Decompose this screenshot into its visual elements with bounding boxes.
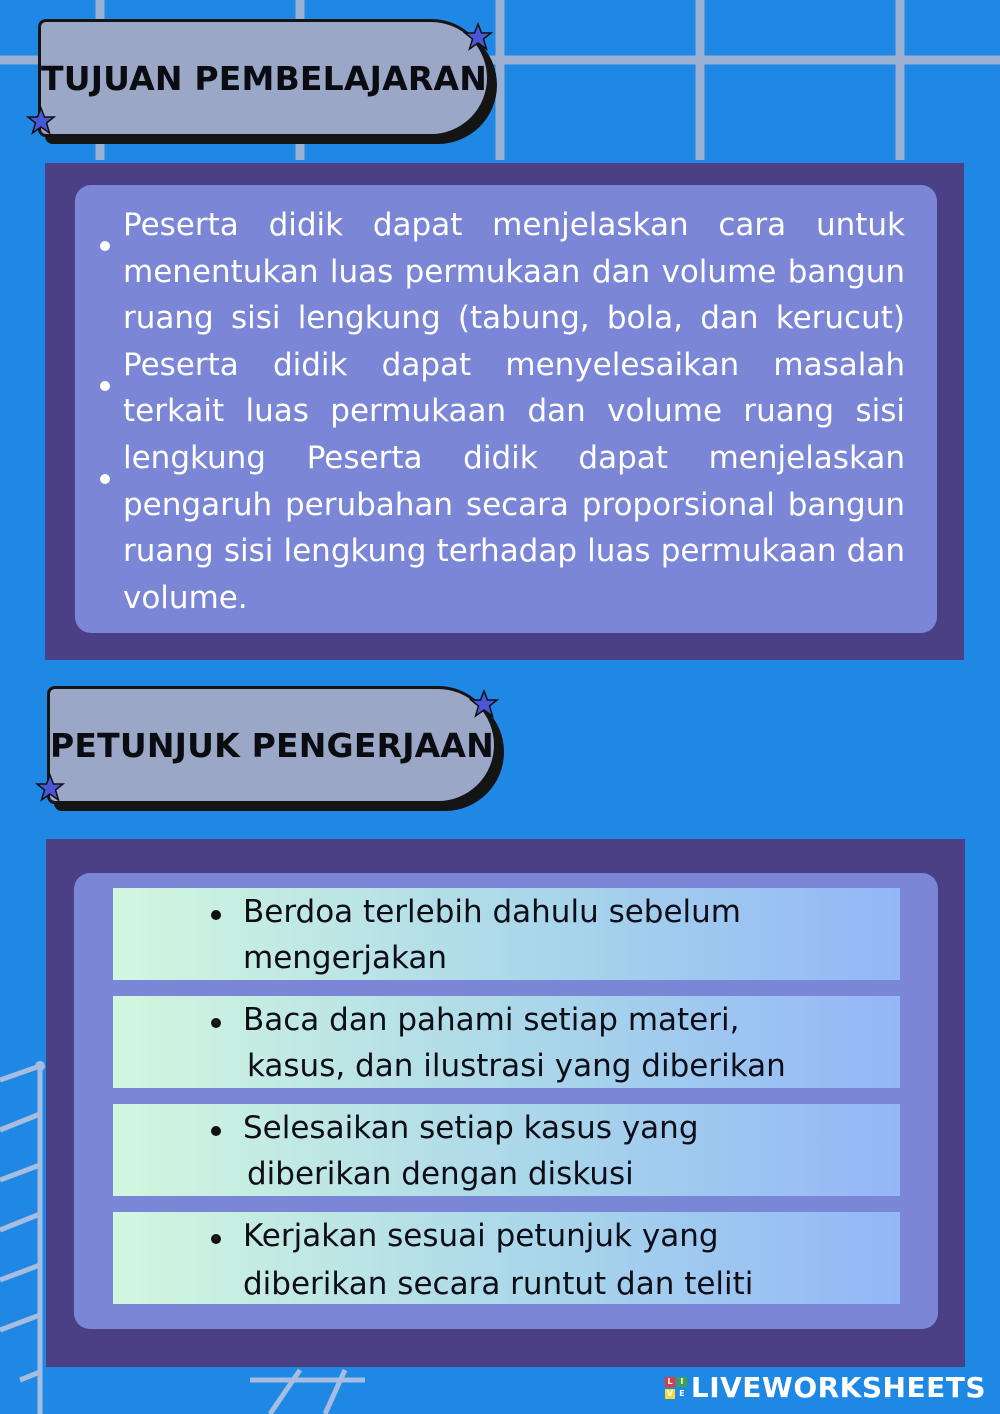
objective-bullet (100, 381, 110, 391)
instructions-header (47, 686, 497, 804)
instruction-line: Selesaikan setiap kasus yang (243, 1110, 699, 1146)
instruction-line: Baca dan pahami setiap materi, (243, 1002, 740, 1038)
instruction-bullet (211, 1126, 221, 1136)
instruction-line: mengerjakan (243, 940, 448, 976)
instruction-item (113, 1212, 900, 1304)
star-icon (463, 22, 493, 52)
instruction-line: diberikan secara runtut dan teliti (243, 1266, 754, 1302)
star-icon (26, 106, 56, 136)
objective-bullet (100, 474, 110, 484)
logo-letter: V (666, 1388, 673, 1398)
instruction-bullet (211, 910, 221, 920)
instruction-item (113, 888, 900, 980)
instruction-line: Berdoa terlebih dahulu sebelum (243, 894, 741, 930)
instruction-bullet (211, 1018, 221, 1028)
logo-letter: L (665, 1377, 675, 1387)
instruction-line: Kerjakan sesuai petunjuk yang (243, 1218, 719, 1254)
logo-letter: E (677, 1389, 687, 1399)
star-icon (469, 689, 499, 719)
objective-item: Peserta didik dapat menyelesaikan masalah terkait luas permukaan dan volume ruang sisi lengkung (123, 346, 905, 476)
liveworksheets-logo[interactable] (665, 1371, 986, 1404)
star-icon (35, 773, 65, 803)
logo-letter: I (677, 1377, 687, 1387)
instruction-bullet (211, 1234, 221, 1244)
objective-item: Peserta didik dapat menjelaskan pengaruh perubahan secara proporsional bangun ruang sisi lengkung terhadap luas permukaan dan volume. (123, 439, 906, 616)
liveworksheets-logo-icon (665, 1377, 687, 1399)
objectives-title: TUJUAN PEMBELAJARAN (40, 58, 488, 98)
instruction-item (113, 996, 900, 1088)
objective-item: Peserta didik dapat menjelaskan cara untuk menentukan luas permukaan dan volume bangun ruang sisi lengkung (tabung, bola, dan kerucut) (123, 207, 905, 337)
objectives-list (123, 202, 905, 621)
objective-bullet (100, 241, 110, 251)
instruction-item (113, 1104, 900, 1196)
instruction-line: diberikan dengan diskusi (247, 1156, 634, 1192)
objectives-header (38, 19, 490, 137)
instructions-title: PETUNJUK PENGERJAAN (50, 725, 494, 765)
instruction-line: kasus, dan ilustrasi yang diberikan (247, 1048, 786, 1084)
liveworksheets-logo-text: LIVEWORKSHEETS (690, 1371, 986, 1404)
